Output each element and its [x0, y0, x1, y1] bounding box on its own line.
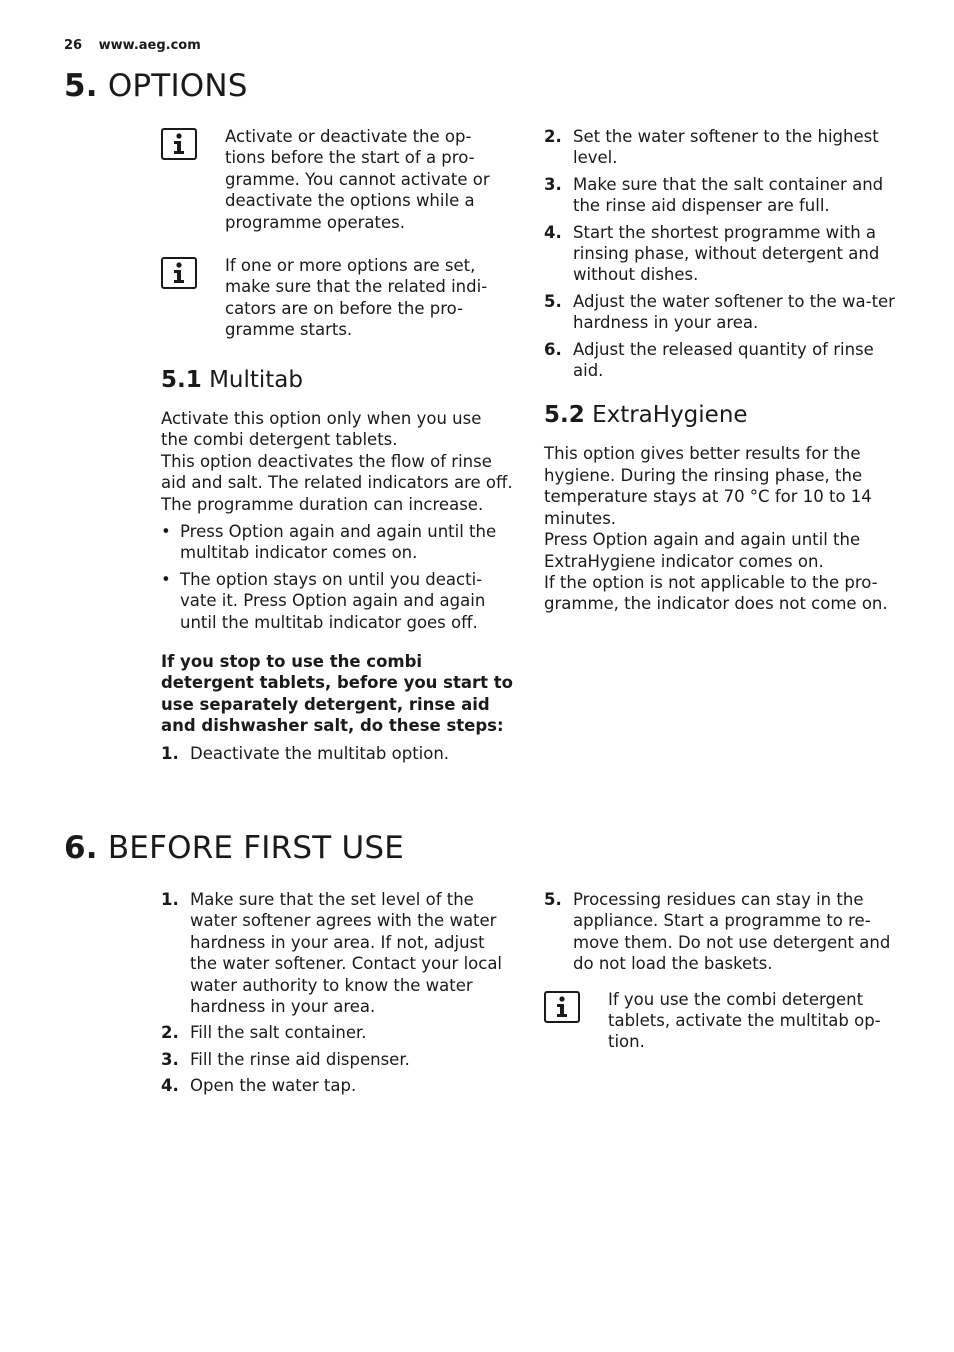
step-text: Start the shortest programme with a rinsing phase, without detergent and without dishes. — [573, 222, 880, 285]
step-text: Adjust the released quantity of rinse aid. — [573, 339, 874, 381]
section-6-left-column — [161, 889, 513, 1102]
info-note-text: If you use the combi detergent tablets, activate the multitab op-tion. — [608, 989, 881, 1052]
section-5-title — [64, 68, 248, 104]
list-item — [161, 569, 513, 633]
page-number: 26 — [64, 38, 83, 53]
step-text: Processing residues can stay in the appliance. Start a programme to re-move them. Do not use detergent and do not load the baskets. — [573, 890, 891, 974]
extrahygiene-paragraph: Press Option again and again until the ExtraHygiene indicator comes on. — [544, 530, 861, 571]
step-text: Fill the salt container. — [190, 1023, 367, 1043]
step-number: 4. — [161, 1076, 179, 1096]
info-note-text: Activate or deactivate the op-tions before the start of a pro-gramme. You cannot activate or deactivate the options while a programme operates. — [225, 127, 490, 232]
list-item — [544, 174, 896, 217]
info-note-3 — [608, 989, 896, 1053]
step-number: 4. — [544, 222, 562, 242]
step-number: 5. — [544, 291, 562, 311]
section-6-number: 6. — [64, 830, 98, 866]
bullet-text: Press Option again and again until the multitab indicator comes on. — [180, 522, 497, 563]
page-header — [64, 38, 201, 53]
bullet-marker: • — [161, 569, 171, 589]
section-6-title — [64, 830, 404, 866]
website-url: www.aeg.com — [98, 38, 201, 53]
step-number: 3. — [161, 1049, 179, 1069]
first-use-steps-right — [544, 889, 896, 975]
multitab-steps-left — [161, 743, 513, 764]
list-item — [161, 1075, 513, 1096]
list-item — [544, 889, 896, 975]
step-number: 1. — [161, 890, 179, 909]
section-5-right-column — [544, 126, 896, 615]
step-text: Set the water softener to the highest level. — [573, 127, 879, 168]
extrahygiene-paragraph: If the option is not applicable to the pro-gramme, the indicator does not come on. — [544, 572, 888, 614]
section-5-number: 5. — [64, 68, 98, 104]
step-text: Deactivate the multitab option. — [190, 743, 450, 763]
list-item — [161, 1022, 513, 1043]
multitab-number: 5.1 — [161, 367, 202, 393]
extrahygiene-number: 5.2 — [544, 402, 585, 429]
extrahygiene-paragraph: This option gives better results for the hygiene. During the rinsing phase, the temperature stays at 70 °C for 10 to 14 minutes. — [544, 444, 872, 528]
info-icon — [161, 128, 197, 160]
info-note-text: If one or more options are set, make sure that the related indi-cators are on before the pro-gramme starts. — [225, 256, 488, 340]
info-icon — [544, 991, 580, 1023]
list-item — [161, 743, 513, 764]
bullet-marker: • — [161, 522, 171, 542]
info-note-2 — [225, 255, 510, 341]
extrahygiene-heading — [544, 401, 896, 429]
step-number: 6. — [544, 339, 562, 359]
step-text: Adjust the water softener to the wa-ter hardness in your area. — [573, 291, 895, 333]
list-item — [544, 126, 896, 169]
step-text: Make sure that the salt container and the rinse aid dispenser are full. — [573, 174, 884, 216]
step-number: 3. — [544, 174, 562, 194]
info-icon — [161, 257, 197, 289]
first-use-steps-left — [161, 889, 513, 1097]
bullet-text: The option stays on until you deacti-vate it. Press Option again and again until the multitab indicator goes off. — [180, 569, 486, 632]
multitab-section — [161, 356, 513, 769]
step-number: 1. — [161, 743, 179, 763]
section-5-title-text: OPTIONS — [107, 68, 248, 104]
section-5-notes — [225, 126, 510, 357]
step-text: Open the water tap. — [190, 1076, 357, 1096]
section-6-right-column — [544, 889, 896, 1069]
step-text: Fill the rinse aid dispenser. — [190, 1049, 410, 1069]
multitab-bullet-list — [161, 521, 513, 633]
list-item — [161, 1049, 513, 1070]
multitab-paragraph: This option deactivates the flow of rinse aid and salt. The related indicators are off. — [161, 451, 513, 493]
step-number: 2. — [544, 127, 562, 146]
section-6-title-text: BEFORE FIRST USE — [107, 830, 405, 866]
list-item — [544, 222, 896, 286]
list-item — [544, 339, 896, 382]
list-item — [544, 291, 896, 334]
extrahygiene-title: ExtraHygiene — [592, 402, 748, 429]
info-note-1 — [225, 126, 510, 233]
step-number: 5. — [544, 890, 562, 909]
step-text: Make sure that the set level of the water softener agrees with the water hardness in your area. If not, adjust the water softener. Contact your local water authority to know the water hardness in your area. — [190, 890, 503, 1017]
multitab-steps-right — [544, 126, 896, 381]
step-number: 2. — [161, 1023, 179, 1043]
list-item — [161, 889, 513, 1017]
multitab-bold-instruction: If you stop to use the combi detergent tablets, before you start to use separately detergent, rinse aid and dishwasher salt, do these steps: — [161, 652, 514, 736]
multitab-title: Multitab — [209, 367, 303, 393]
list-item — [161, 521, 513, 564]
multitab-paragraph: The programme duration can increase. — [161, 494, 484, 514]
multitab-heading — [161, 366, 513, 394]
multitab-paragraph: Activate this option only when you use the combi detergent tablets. — [161, 409, 482, 450]
